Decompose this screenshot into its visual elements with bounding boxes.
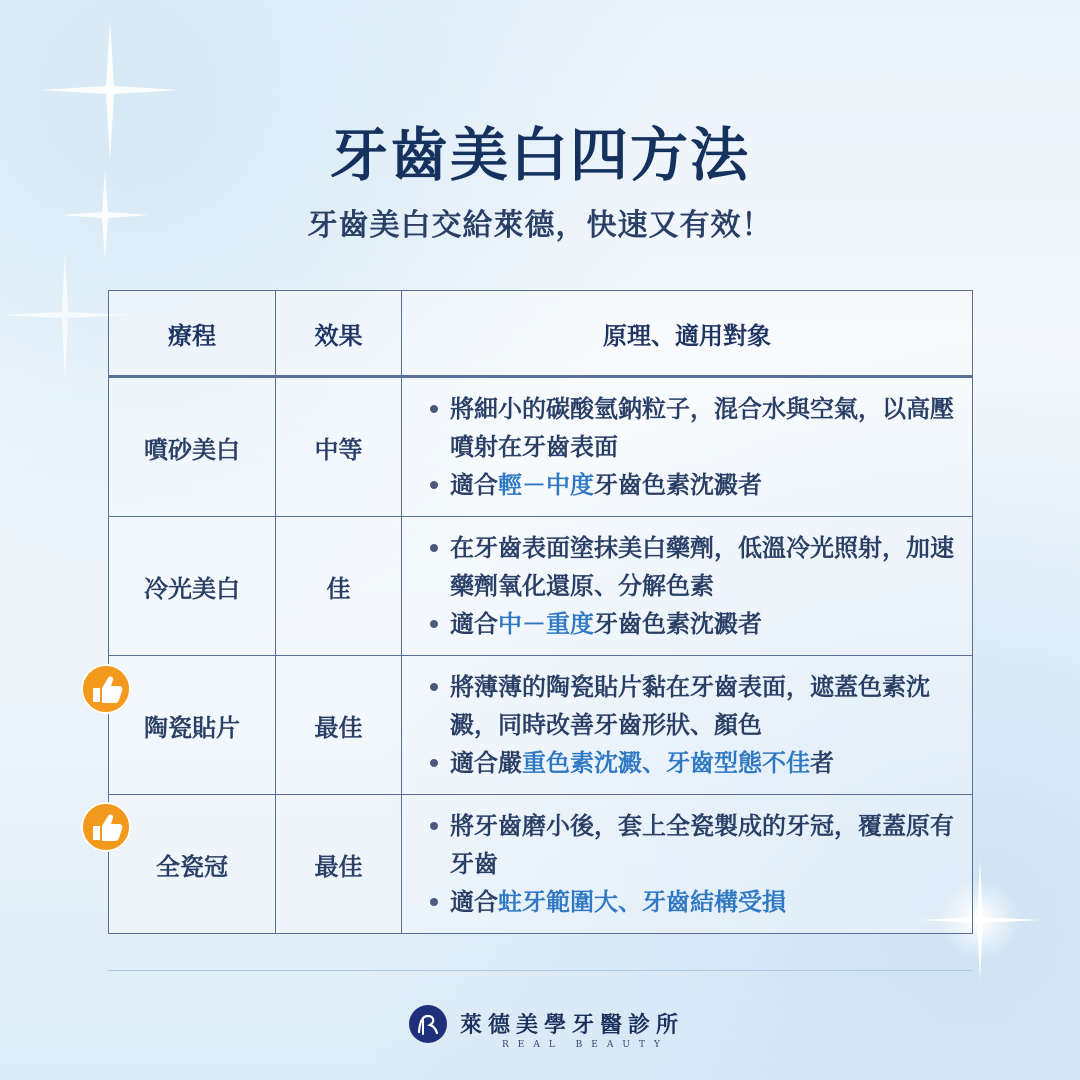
clinic-logo-icon xyxy=(408,1004,448,1044)
treatment-effect: 佳 xyxy=(276,517,402,656)
description-principle: 將細小的碳酸氫鈉粒子，混合水與空氣，以高壓噴射在牙齒表面 xyxy=(428,390,962,466)
header-treatment: 療程 xyxy=(109,291,276,377)
treatment-name: 噴砂美白 xyxy=(109,377,276,517)
table-row xyxy=(109,656,973,795)
header-effect: 效果 xyxy=(276,291,402,377)
description-principle: 將薄薄的陶瓷貼片黏在牙齒表面，遮蓋色素沈澱，同時改善牙齒形狀、顏色 xyxy=(428,668,962,744)
header-principle: 原理、適用對象 xyxy=(402,291,973,377)
treatment-name: 陶瓷貼片 xyxy=(109,656,276,795)
treatment-name: 全瓷冠 xyxy=(109,795,276,934)
table-header-row xyxy=(109,291,973,377)
table-row xyxy=(109,377,973,517)
highlight-text: 輕－中度 xyxy=(498,470,594,499)
table-row xyxy=(109,517,973,656)
clinic-name: 萊德美學牙醫診所 xyxy=(460,1012,685,1038)
description-principle: 將牙齒磨小後，套上全瓷製成的牙冠，覆蓋原有牙齒 xyxy=(428,807,962,883)
description-target: 適合蛀牙範圍大、牙齒結構受損 xyxy=(428,883,962,921)
description-target: 適合中－重度牙齒色素沈澱者 xyxy=(428,605,962,643)
clinic-logo xyxy=(408,1004,708,1054)
highlight-text: 蛀牙範圍大、牙齒結構受損 xyxy=(498,887,786,916)
clinic-tagline: REAL BEAUTY xyxy=(502,1040,669,1050)
description-target: 適合輕－中度牙齒色素沈澱者 xyxy=(428,466,962,504)
treatment-effect: 最佳 xyxy=(276,656,402,795)
thumbs-up-icon xyxy=(81,664,131,714)
treatment-description xyxy=(402,656,973,795)
treatment-description xyxy=(402,377,973,517)
page-title: 牙齒美白四方法 xyxy=(329,121,750,189)
highlight-text: 中－重度 xyxy=(498,609,594,638)
treatment-name: 冷光美白 xyxy=(109,517,276,656)
table-row xyxy=(109,795,973,934)
page-subtitle: 牙齒美白交給萊德，快速又有效！ xyxy=(307,208,773,243)
treatment-description xyxy=(402,517,973,656)
thumbs-up-icon xyxy=(81,802,131,852)
description-target: 適合嚴重色素沈澱、牙齒型態不佳者 xyxy=(428,744,962,782)
treatment-description xyxy=(402,795,973,934)
treatment-effect: 最佳 xyxy=(276,795,402,934)
highlight-text: 重色素沈澱、牙齒型態不佳 xyxy=(522,748,810,777)
treatment-effect: 中等 xyxy=(276,377,402,517)
footer-divider xyxy=(108,970,972,971)
treatment-table xyxy=(108,290,973,934)
description-principle: 在牙齒表面塗抹美白藥劑，低溫冷光照射，加速藥劑氧化還原、分解色素 xyxy=(428,529,962,605)
